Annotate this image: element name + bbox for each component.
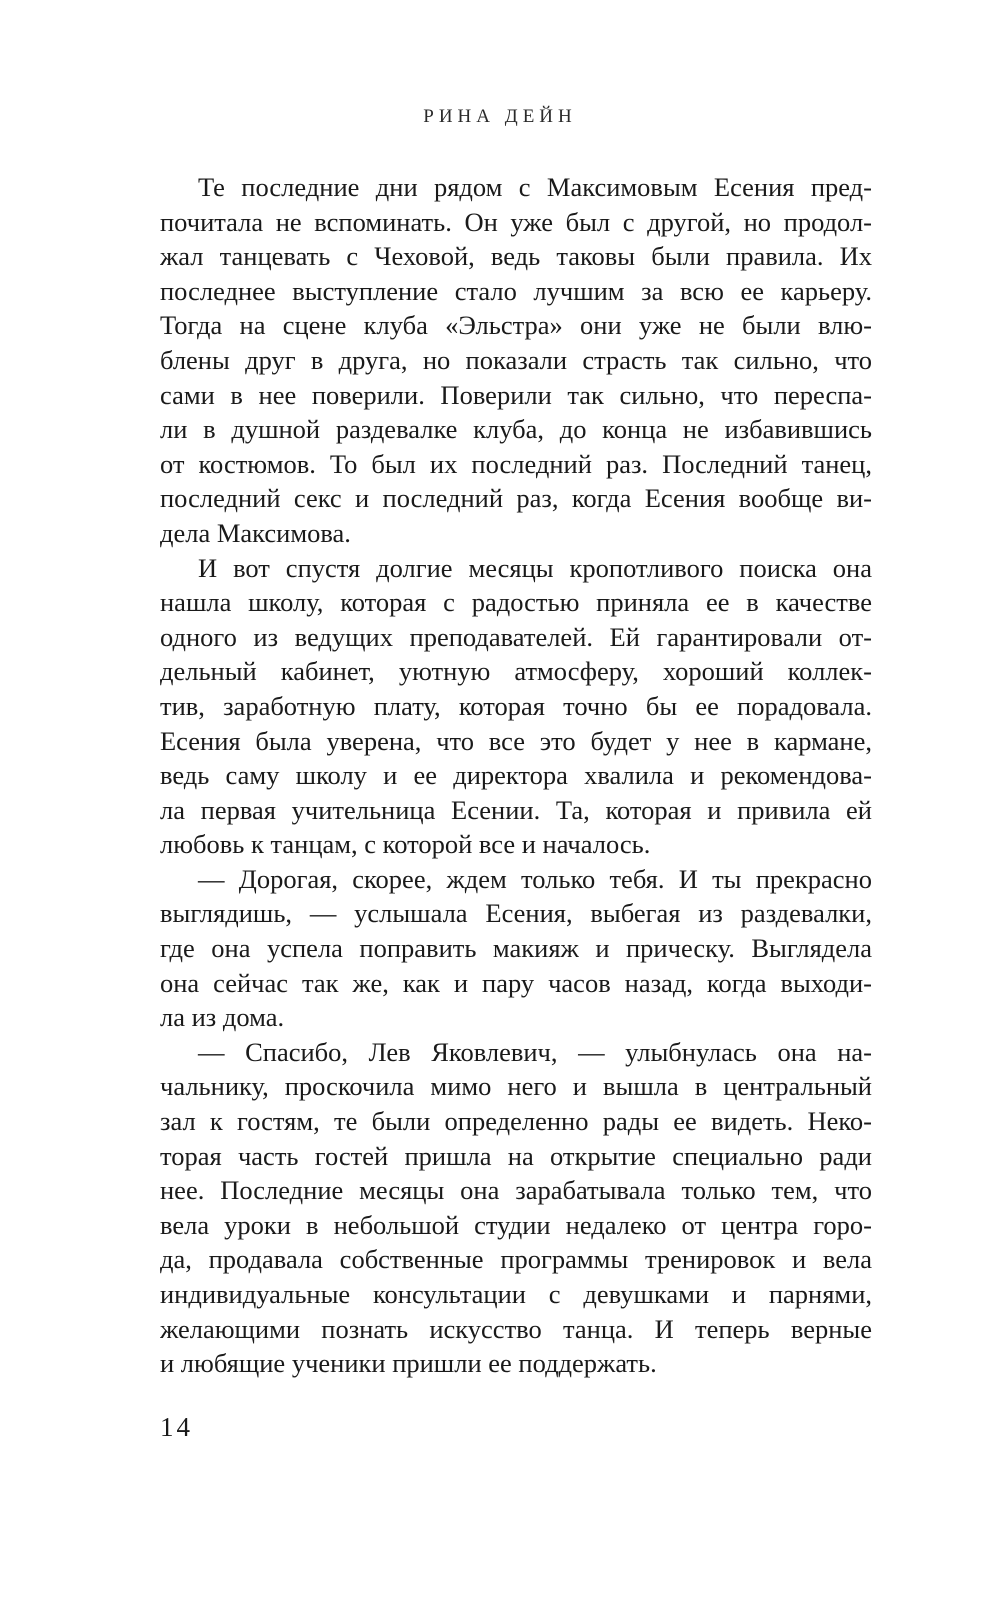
paragraph [160, 862, 872, 1035]
text-line: где она успела поправить макияж и прическу. Выглядела [160, 933, 872, 964]
text-line: последний секс и последний раз, когда Есения вообще ви- [160, 483, 872, 514]
running-header: РИНА ДЕЙН [423, 106, 577, 127]
text-line: торая часть гостей пришла на открытие специально ради [160, 1140, 872, 1171]
text-line: чальнику, проскочила мимо него и вышла в центральный [160, 1071, 872, 1102]
paragraph [160, 170, 872, 551]
text-line: ли в душной раздевалке клуба, до конца не избавившись [160, 414, 872, 445]
text-line: ла из дома. [160, 1002, 285, 1033]
text-line: дельный кабинет, уютную атмосферу, хороший коллек- [160, 656, 872, 687]
text-line: желающими познать искусство танца. И теперь верные [160, 1313, 872, 1344]
text-line: — Спасибо, Лев Яковлевич, — улыбнулась она на- [198, 1036, 872, 1067]
text-line: индивидуальные консультации с девушками и парнями, [160, 1279, 872, 1309]
text-line: блены друг в друга, но показали страсть так сильно, что [160, 344, 872, 375]
text-line: Те последние дни рядом с Максимовым Есения пред- [198, 172, 872, 202]
text-line: — Дорогая, скорее, ждем только тебя. И ты прекрасно [198, 863, 872, 894]
page-number: 14 [160, 1412, 193, 1442]
text-line: жал танцевать с Чеховой, ведь таковы были правила. Их [160, 241, 872, 272]
text-line: ла первая учительница Есении. Та, которая и привила ей [160, 794, 872, 825]
text-line: сами в нее поверили. Поверили так сильно, что переспа- [160, 379, 872, 410]
text-line: ведь саму школу и ее директора хвалила и рекомендова- [160, 760, 872, 791]
text-line: нашла школу, которая с радостью приняла ее в качестве [160, 587, 872, 618]
text-line: тив, заработную плату, которая точно бы ее порадовала. [160, 690, 872, 721]
text-line: почитала не вспоминать. Он уже был с другой, но продол- [160, 206, 872, 237]
text-line: Есения была уверена, что все это будет у нее в кармане, [160, 725, 872, 756]
paragraph [160, 1035, 872, 1381]
text-line: Тогда на сцене клуба «Эльстра» они уже не были влю- [160, 310, 872, 341]
text-line: нее. Последние месяцы она зарабатывала только тем, что [160, 1175, 872, 1206]
text-line: от костюмов. То был их последний раз. Последний танец, [160, 448, 872, 479]
text-line: выглядишь, — услышала Есения, выбегая из раздевалки, [160, 898, 872, 929]
text-line: и любящие ученики пришли ее поддержать. [160, 1348, 657, 1379]
text-line: она сейчас так же, как и пару часов назад, когда выходи- [160, 967, 872, 998]
body-text [160, 170, 872, 1381]
text-line: да, продавала собственные программы тренировок и вела [160, 1244, 872, 1275]
paragraph [160, 551, 872, 862]
text-line: любовь к танцам, с которой все и началось. [160, 829, 651, 860]
text-line: вела уроки в небольшой студии недалеко от центра горо- [160, 1209, 872, 1240]
text-line: последнее выступление стало лучшим за всю ее карьеру. [160, 275, 872, 306]
text-line: одного из ведущих преподавателей. Ей гарантировали от- [160, 621, 872, 652]
text-line: дела Максимова. [160, 517, 351, 548]
text-line: зал к гостям, те были определенно рады ее видеть. Неко- [160, 1106, 872, 1137]
text-line: И вот спустя долгие месяцы кропотливого поиска она [198, 552, 872, 583]
